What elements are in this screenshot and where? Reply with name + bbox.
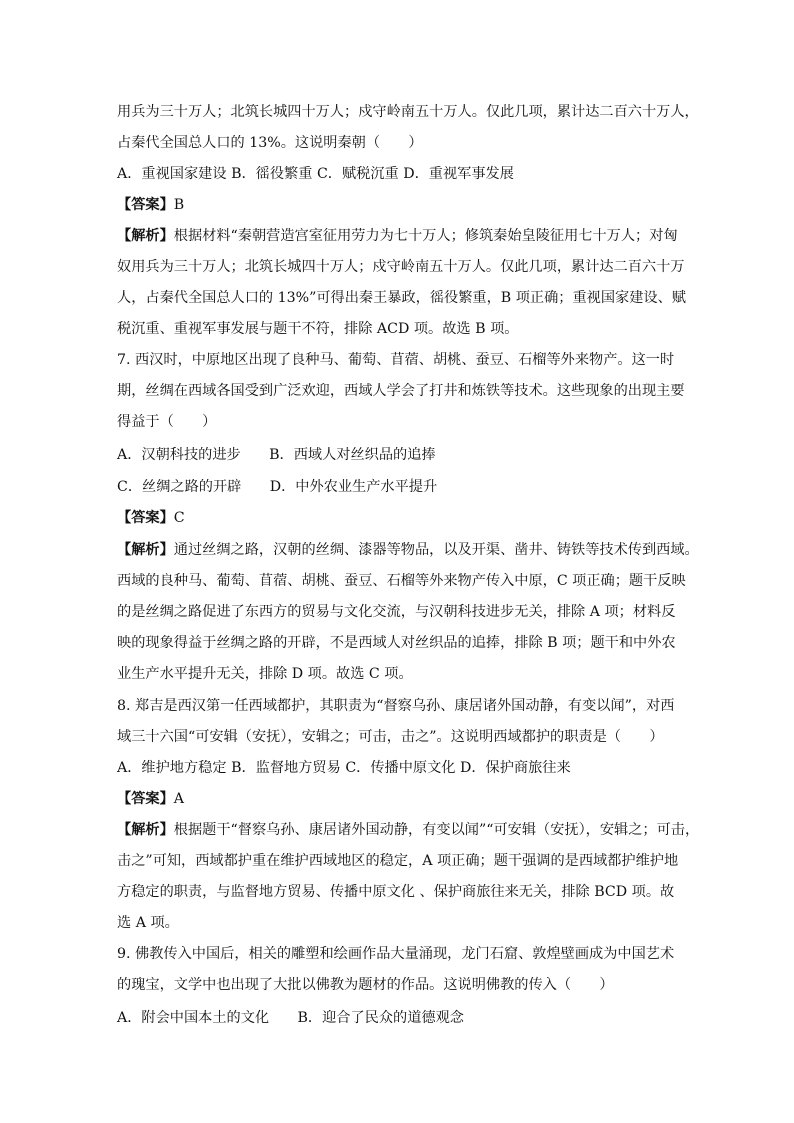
- options-line: C．丝绸之路的开辟 D．中外农业生产水平提升: [117, 479, 438, 495]
- text-line: 税沉重、重视军事发展与题干不符，排除 ACD 项。故选 B 项。: [117, 321, 519, 337]
- text-line: 选 A 项。: [117, 915, 179, 931]
- text-line: 西域的良种马、葡萄、苜蓿、胡桃、蚕豆、石榴等外来物产传入中原，C 项正确；题干反映: [117, 573, 686, 589]
- text-line: 域三十六国“可安辑（安抚），安辑之；可击，击之”。这说明西域都护的职责是（ ）: [117, 729, 664, 745]
- answer-value: B: [173, 197, 185, 213]
- text-line: 映的现象得益于丝绸之路的开辟，不是西域人对丝织品的追捧，排除 B 项；题干和中外农: [117, 635, 676, 651]
- analysis-tag: 【解析】: [117, 228, 174, 244]
- answer-value: A: [173, 791, 185, 807]
- text-line: 用兵为三十万人；北筑长城四十万人；戍守岭南五十万人。仅此几项，累计达二百六十万人，: [117, 104, 699, 120]
- analysis-text: 根据题干“督察乌孙、康居诸外国动静，有变以闻”“可安辑（安抚），安辑之；可击，: [173, 822, 700, 838]
- analysis-line: [117, 226, 678, 246]
- text-line: 得益于（ ）: [117, 414, 217, 430]
- text-line: 奴用兵为三十万人；北筑长城四十万人；戍守岭南五十万人。仅此几项，累计达二百六十万: [117, 259, 685, 275]
- analysis-line: [117, 820, 699, 840]
- text-line: 的瑰宝，文学中也出现了大批以佛教为题材的作品。这说明佛教的传入（ ）: [117, 977, 614, 993]
- text-line: 的是丝绸之路促进了东西方的贸易与文化交流，与汉朝科技进步无关，排除 A 项；材料反: [117, 604, 676, 620]
- answer-tag: 【答案】: [117, 197, 174, 213]
- answer-tag: 【答案】: [117, 510, 174, 526]
- text-line: 业生产水平提升无关，排除 D 项。故选 C 项。: [117, 666, 413, 682]
- options-line: A．附会中国本土的文化 B．迎合了民众的道德观念: [117, 1010, 464, 1026]
- question-line: 9. 佛教传入中国后，相关的雕塑和绘画作品大量涌现，龙门石窟、敦煌壁画成为中国艺术: [117, 946, 675, 962]
- question-line: 8. 郑吉是西汉第一任西域都护，其职责为“督察乌孙、康居诸外国动静，有变以闻”，对西: [117, 698, 675, 714]
- analysis-text: 通过丝绸之路，汉朝的丝绸、漆器等物品，以及开渠、凿井、铸铁等技术传到西域。: [173, 542, 699, 558]
- question-line: 7. 西汉时，中原地区出现了良种马、葡萄、苜蓿、胡桃、蚕豆、石榴等外来物产。这一时: [117, 352, 675, 368]
- answer-line: [117, 195, 184, 215]
- analysis-tag: 【解析】: [117, 542, 174, 558]
- answer-line: [117, 508, 185, 528]
- options-line: A．汉朝科技的进步 B．西域人对丝织品的追捧: [117, 447, 436, 463]
- analysis-line: [117, 540, 699, 560]
- answer-tag: 【答案】: [117, 791, 174, 807]
- options-line: A．重视国家建设 B．徭役繁重 C．赋税沉重 D．重视军事发展: [117, 166, 514, 182]
- text-line: 占秦代全国总人口的 13%。这说明秦朝（ ）: [117, 135, 423, 151]
- options-line: A．维护地方稳定 B．监督地方贸易 C．传播中原文化 D．保护商旅往来: [117, 760, 571, 776]
- analysis-tag: 【解析】: [117, 822, 174, 838]
- answer-value: C: [173, 510, 185, 526]
- text-line: 人，占秦代全国总人口的 13%”可得出秦王暴政，徭役繁重，B 项正确；重视国家建设、赋: [117, 290, 686, 306]
- text-line: 方稳定的职责，与监督地方贸易、传播中原文化 、保护商旅往来无关，排除 BCD 项。故: [117, 884, 675, 900]
- text-line: 期，丝绸在西域各国受到广泛欢迎，西域人学会了打井和炼铁等技术。这些现象的出现主要: [117, 383, 685, 399]
- text-line: 击之”可知，西域都护重在维护西域地区的稳定，A 项正确；题干强调的是西域都护维护地: [117, 853, 679, 869]
- answer-line: [117, 789, 184, 809]
- analysis-text: 根据材料“秦朝营造宫室征用劳力为七十万人；修筑秦始皇陵征用七十万人；对匈: [173, 228, 678, 244]
